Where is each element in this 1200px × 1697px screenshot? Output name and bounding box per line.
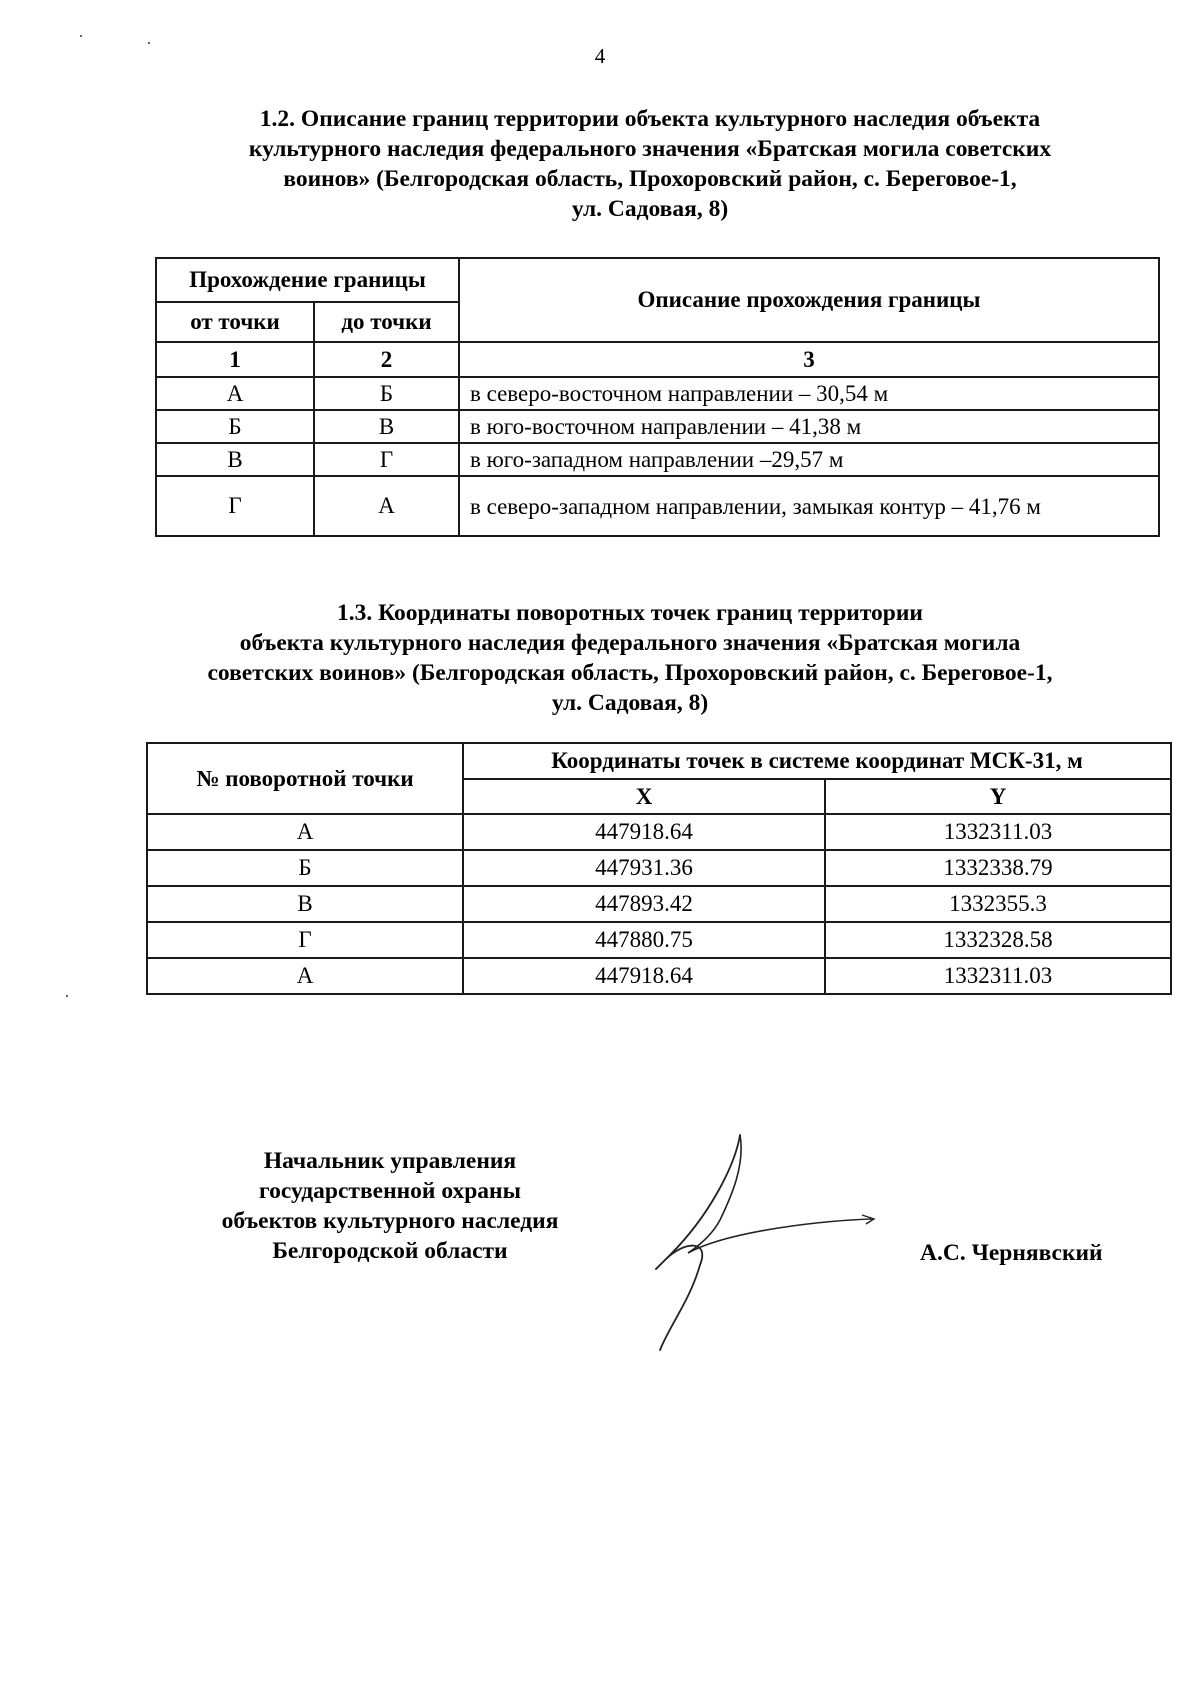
- page-number: 4: [594, 44, 606, 68]
- handwritten-signature: [640, 1125, 900, 1355]
- heading-line: объекта культурного наследия федерального значения «Братская могила: [239, 630, 1021, 656]
- cell-description: в северо-западном направлении, замыкая контур – 41,76 м: [459, 476, 1159, 536]
- heading-line: 1.3. Координаты поворотных точек границ территории: [337, 600, 923, 626]
- cell-to: Б: [314, 377, 459, 410]
- position-line: Белгородской области: [272, 1238, 508, 1264]
- cell-y: 1332355.3: [825, 886, 1171, 922]
- position-line: объектов культурного наследия: [221, 1208, 559, 1234]
- cell-x: 447918.64: [463, 958, 825, 994]
- boundary-description-table: [155, 257, 1160, 537]
- heading-line: культурного наследия федерального значения «Братская могила советских: [248, 136, 1052, 162]
- cell-from: В: [156, 443, 314, 476]
- table-row: [147, 958, 1171, 994]
- section-1-3-heading: [130, 598, 1130, 718]
- table-row: [156, 476, 1159, 536]
- cell-point: А: [147, 958, 463, 994]
- section-1-2-heading: [150, 104, 1150, 224]
- cell-to: Г: [314, 443, 459, 476]
- cell-x: 447918.64: [463, 814, 825, 850]
- cell-description: в юго-восточном направлении – 41,38 м: [459, 410, 1159, 443]
- signer-name: А.С. Чернявский: [920, 1240, 1103, 1266]
- cell-description: в северо-восточном направлении – 30,54 м: [459, 377, 1159, 410]
- header-boundary-description: Описание прохождения границы: [459, 258, 1159, 342]
- heading-line: ул. Садовая, 8): [551, 690, 709, 716]
- scan-speck: [66, 995, 68, 997]
- cell-point: Б: [147, 850, 463, 886]
- heading-line: 1.2. Описание границ территории объекта культурного наследия объекта: [259, 106, 1041, 132]
- header-from-point: от точки: [156, 302, 314, 342]
- heading-line: ул. Садовая, 8): [571, 196, 729, 222]
- column-number: 3: [459, 342, 1159, 377]
- cell-to: В: [314, 410, 459, 443]
- column-number: 2: [314, 342, 459, 377]
- table-row: [147, 850, 1171, 886]
- heading-line: советских воинов» (Белгородская область, Прохоровский район, с. Береговое-1,: [207, 660, 1053, 686]
- cell-y: 1332311.03: [825, 958, 1171, 994]
- column-number: 1: [156, 342, 314, 377]
- signer-position: [160, 1146, 620, 1266]
- table-row: [147, 886, 1171, 922]
- cell-point: В: [147, 886, 463, 922]
- cell-to: А: [314, 476, 459, 536]
- header-boundary-passage: Прохождение границы: [156, 258, 459, 302]
- cell-point: А: [147, 814, 463, 850]
- table-row: [156, 377, 1159, 410]
- cell-x: 447893.42: [463, 886, 825, 922]
- header-y: Y: [825, 779, 1171, 814]
- table-row: [156, 443, 1159, 476]
- position-line: государственной охраны: [259, 1178, 521, 1204]
- cell-x: 447880.75: [463, 922, 825, 958]
- scan-speck: [148, 42, 150, 44]
- cell-y: 1332338.79: [825, 850, 1171, 886]
- header-to-point: до точки: [314, 302, 459, 342]
- coordinates-table: [146, 742, 1172, 995]
- header-coordinates: Координаты точек в системе координат МСК-31, м: [463, 743, 1171, 779]
- cell-y: 1332328.58: [825, 922, 1171, 958]
- cell-point: Г: [147, 922, 463, 958]
- cell-from: А: [156, 377, 314, 410]
- table-row: [147, 814, 1171, 850]
- cell-description: в юго-западном направлении –29,57 м: [459, 443, 1159, 476]
- header-point-number: № поворотной точки: [147, 743, 463, 814]
- cell-y: 1332311.03: [825, 814, 1171, 850]
- cell-from: Б: [156, 410, 314, 443]
- heading-line: воинов» (Белгородская область, Прохоровский район, с. Береговое-1,: [283, 166, 1017, 192]
- table-row: [156, 410, 1159, 443]
- scan-speck: [80, 35, 82, 37]
- header-x: X: [463, 779, 825, 814]
- cell-from: Г: [156, 476, 314, 536]
- position-line: Начальник управления: [263, 1148, 517, 1174]
- table-row: [147, 922, 1171, 958]
- cell-x: 447931.36: [463, 850, 825, 886]
